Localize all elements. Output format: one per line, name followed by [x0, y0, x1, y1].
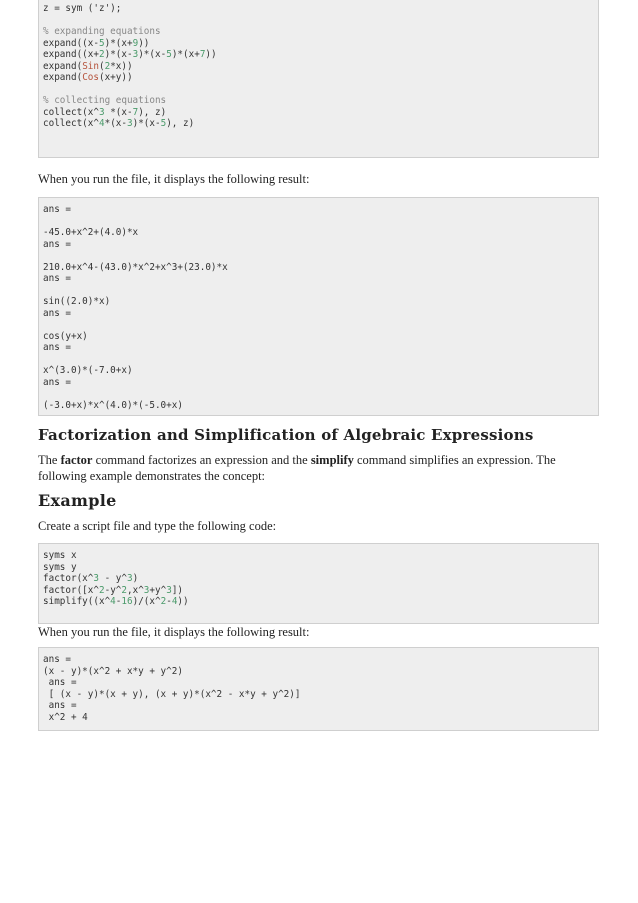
code-token: ans = [43, 376, 71, 388]
code-token: 2 [160, 596, 167, 607]
code-line [43, 227, 594, 239]
code-token: sin((2.0)*x) [43, 296, 111, 307]
code-line [43, 319, 594, 331]
code-token: ), z) [166, 118, 195, 129]
code-line [43, 216, 594, 228]
code-token: ]) [171, 584, 184, 596]
code-line [43, 712, 594, 724]
code-token: +y^ [149, 584, 167, 596]
code-line [43, 388, 594, 400]
code-token: )/(x^ [132, 596, 161, 607]
code-line [43, 26, 594, 38]
code-token: 3 [126, 118, 133, 129]
code-token: 4 [110, 596, 116, 607]
section-heading-factorization: Factorization and Simplification of Algebraic Expressions [38, 426, 534, 444]
code-token: x^(3.0)*(-7.0+x) [43, 365, 133, 376]
code-token: ans = [43, 677, 77, 688]
code-token: collect(x^ [43, 106, 99, 118]
result-intro-text-2: When you run the file, it displays the following result: [38, 625, 310, 639]
code-token: expand( [43, 60, 83, 72]
code-line [43, 377, 594, 389]
code-line [43, 354, 594, 366]
code-token: 4 [171, 596, 178, 607]
code-token: )) [138, 37, 150, 49]
code-line [43, 250, 594, 262]
code-token: *x)) [110, 60, 133, 72]
code-token: ,x^ [127, 584, 144, 596]
code-token: -y^ [104, 584, 122, 596]
code-token: )) [177, 596, 189, 607]
code-token: ans = [43, 342, 71, 353]
code-token: )*(x+ [171, 49, 200, 60]
code-line [43, 562, 594, 574]
code-token: 5 [166, 49, 172, 60]
code-token: ans = [43, 238, 71, 250]
code-token: ), z) [138, 106, 167, 118]
code-token: 3 [126, 573, 133, 584]
code-token: 4 [98, 118, 105, 129]
output-block-expand-collect [38, 197, 599, 416]
code-line [43, 365, 594, 377]
code-token: expand((x+ [43, 49, 99, 60]
code-token: (x - y)*(x^2 + x*y + y^2) [43, 665, 183, 677]
code-token: % expanding equations [43, 26, 161, 37]
code-token: ans = [43, 654, 71, 665]
factor-simplify-description: The factor command factorizes an expression and the simplify command simplifies an expression. The following example demonstrates the concept: [38, 453, 556, 483]
code-line [43, 107, 594, 119]
code-token: ) [132, 573, 139, 584]
code-token: 2 [98, 49, 105, 60]
code-token: 2 [121, 584, 127, 596]
code-line [43, 585, 594, 597]
code-line [43, 15, 594, 27]
code-token: 210.0+x^4-(43.0)*x^2+x^3+(23.0)*x [43, 261, 228, 273]
simplify-keyword: simplify [310, 453, 354, 467]
code-token: ans = [43, 273, 71, 284]
code-token: )) [205, 49, 217, 60]
code-line [43, 296, 594, 308]
factor-keyword: factor [60, 453, 93, 467]
output-block-factor-simplify [38, 647, 599, 731]
code-token: [ (x - y)*(x + y), (x + y)*(x^2 - x*y + y^2)] [43, 688, 301, 700]
code-block-expand-collect [38, 0, 599, 158]
code-token: collect(x^ [43, 118, 99, 129]
code-token: cos(y+x) [43, 330, 88, 342]
code-line [43, 49, 594, 61]
code-token: *(x- [104, 106, 133, 118]
code-token: 3 [143, 584, 150, 596]
code-token: 7 [199, 49, 206, 60]
code-token: 2 [104, 60, 111, 72]
result-intro-text: When you run the file, it displays the following result: [38, 172, 310, 186]
code-token: 5 [160, 118, 167, 129]
code-token: 3 [98, 106, 105, 118]
code-token: ( [98, 60, 105, 72]
code-block-factor-simplify [38, 543, 599, 624]
code-line [43, 3, 594, 15]
code-line [43, 689, 594, 701]
code-token: (-3.0+x)*x^(4.0)*(-5.0+x) [43, 399, 183, 411]
code-line [43, 677, 594, 689]
code-token: ans = [43, 204, 71, 215]
code-token: x^2 + 4 [43, 711, 88, 723]
code-line [43, 308, 594, 320]
code-token: -45.0+x^2+(4.0)*x [43, 227, 139, 238]
code-token: 9 [132, 37, 139, 49]
code-token: % collecting equations [43, 95, 167, 106]
code-token: - [115, 596, 122, 607]
code-token: )*(x- [138, 49, 167, 60]
code-token: 3 [93, 573, 99, 584]
code-token: )*(x+ [104, 37, 133, 49]
code-line [43, 596, 594, 608]
code-token: simplify((x^ [43, 596, 111, 607]
code-token: Sin [82, 60, 99, 72]
code-line [43, 204, 594, 216]
code-token: ans = [43, 700, 77, 711]
code-line [43, 400, 594, 412]
code-line [43, 61, 594, 73]
code-line [43, 700, 594, 712]
code-line [43, 273, 594, 285]
code-line [43, 342, 594, 354]
code-line [43, 285, 594, 297]
code-token: factor(x^ [43, 573, 94, 584]
code-token: syms y [43, 561, 77, 573]
code-token: *(x- [104, 118, 127, 129]
code-line [43, 666, 594, 678]
code-line [43, 118, 594, 130]
code-token: expand((x- [43, 37, 99, 49]
code-token: - y^ [98, 573, 127, 584]
script-instruction-text: Create a script file and type the following code: [38, 519, 277, 533]
code-line [43, 239, 594, 251]
code-line [43, 654, 594, 666]
code-line [43, 72, 594, 84]
code-token: 5 [98, 37, 105, 49]
code-token: 3 [132, 49, 139, 60]
code-token: factor([x^ [43, 584, 99, 596]
code-token: 16 [121, 596, 133, 607]
code-line [43, 84, 594, 96]
code-line [43, 550, 594, 562]
code-token: ans = [43, 307, 71, 319]
code-token: (x+y)) [98, 72, 133, 83]
code-token: - [166, 596, 172, 607]
code-line [43, 95, 594, 107]
code-token: )*(x- [104, 49, 133, 60]
code-line [43, 331, 594, 343]
code-token: syms x [43, 550, 77, 561]
code-line [43, 38, 594, 50]
section-heading-example: Example [38, 491, 117, 510]
code-line [43, 573, 594, 585]
code-token: Cos [82, 72, 99, 83]
code-token: z = sym ('z'); [43, 3, 122, 14]
code-token: expand( [43, 72, 83, 83]
code-token: 2 [98, 584, 105, 596]
code-line [43, 262, 594, 274]
code-token: )*(x- [132, 118, 161, 129]
code-token: 7 [132, 106, 139, 118]
code-token: 3 [166, 584, 172, 596]
